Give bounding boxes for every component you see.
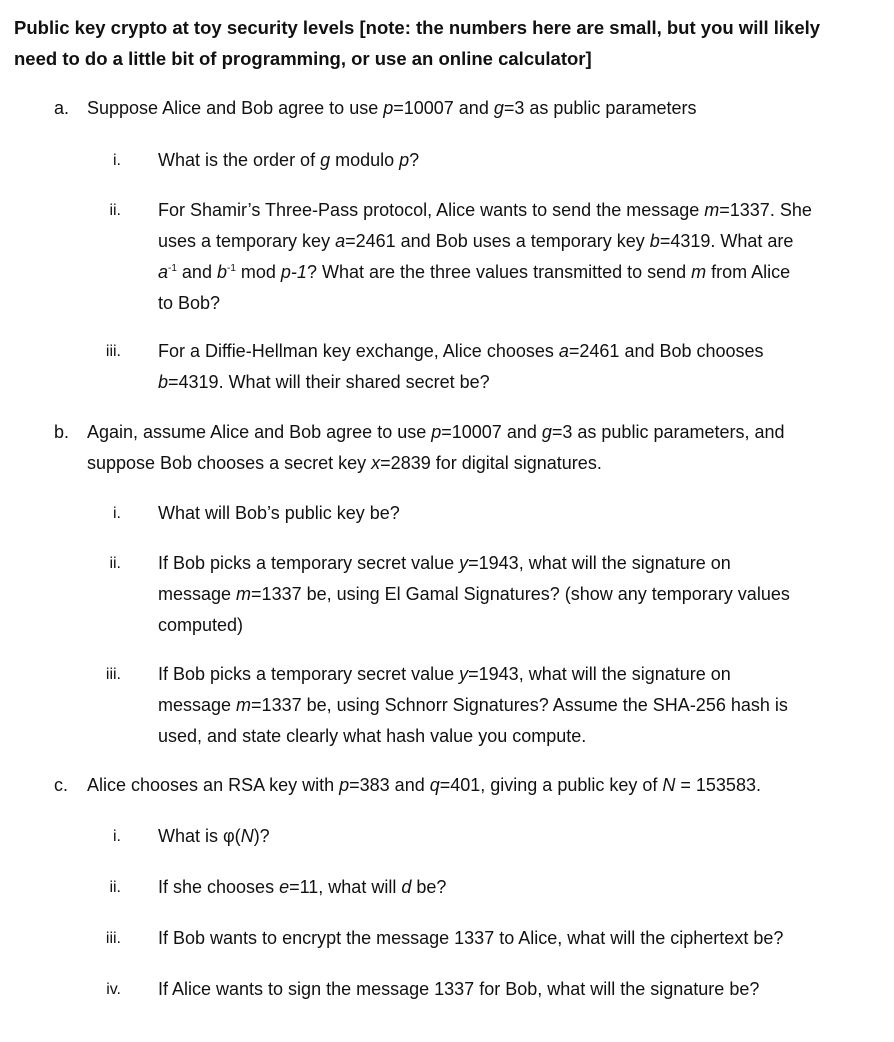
question-c-iv-label: iv.: [106, 981, 121, 998]
question-line: to Bob?: [158, 293, 221, 313]
question-line: message m=1337 be, using El Gamal Signatures? (show any temporary values: [158, 584, 790, 604]
question-c-iii-text: [158, 923, 888, 954]
question-c-i-label: i.: [113, 828, 121, 845]
question-c-ii-text: [158, 872, 888, 903]
question-c-i-text: [158, 821, 888, 852]
question-line: $a^{-1}$ and $b^{-1}$ mod p-1? What are the three values transmitted to send m from Alice: [158, 262, 791, 282]
question-line: If she chooses e=11, what will d be?: [158, 877, 447, 897]
part-line: suppose Bob chooses a secret key x=2839 for digital signatures.: [87, 453, 602, 473]
question-line: If Bob picks a temporary secret value y=1943, what will the signature on: [158, 553, 731, 573]
question-line: If Bob picks a temporary secret value y=1943, what will the signature on: [158, 664, 731, 684]
question-a-i-label: i.: [113, 152, 121, 169]
question-line: What is φ(N)?: [158, 826, 270, 846]
title-line: Public key crypto at toy security levels [note: the numbers here are small, but you will likely: [14, 17, 821, 38]
question-c-iv-text: [158, 974, 888, 1005]
part-b-text: [87, 417, 877, 479]
part-line: Again, assume Alice and Bob agree to use p=10007 and g=3 as public parameters, and: [87, 422, 785, 442]
part-line: Suppose Alice and Bob agree to use p=10007 and g=3 as public parameters: [87, 98, 697, 118]
question-c-iii-label: iii.: [105, 930, 121, 947]
question-a-ii-label: ii.: [109, 202, 121, 219]
question-a-iii-text: [158, 336, 888, 398]
part-a-text: [87, 93, 877, 124]
question-b-iii-label: iii.: [105, 666, 121, 683]
question-a-ii-text: [158, 195, 888, 319]
question-b-i-text: [158, 498, 888, 529]
title-line: need to do a little bit of programming, or use an online calculator]: [14, 48, 592, 69]
question-line: What is the order of g modulo p?: [158, 150, 420, 170]
question-line: For a Diffie-Hellman key exchange, Alice chooses a=2461 and Bob chooses: [158, 341, 764, 361]
question-line: What will Bob’s public key be?: [158, 503, 400, 523]
question-b-ii-label: ii.: [109, 555, 121, 572]
question-a-iii-label: iii.: [105, 343, 121, 360]
question-line: uses a temporary key a=2461 and Bob uses a temporary key b=4319. What are: [158, 231, 794, 251]
question-line: computed): [158, 615, 244, 635]
part-c-text: [87, 770, 877, 801]
question-line: used, and state clearly what hash value you compute.: [158, 726, 587, 746]
part-a-label: a.: [54, 98, 70, 118]
assignment-title: [14, 12, 874, 74]
question-b-ii-text: [158, 548, 888, 641]
part-c-label: c.: [54, 775, 69, 795]
question-a-i-text: [158, 145, 888, 176]
question-line: If Bob wants to encrypt the message 1337 to Alice, what will the ciphertext be?: [158, 928, 784, 948]
question-c-ii-label: ii.: [109, 879, 121, 896]
question-line: For Shamir’s Three-Pass protocol, Alice wants to send the message m=1337. She: [158, 200, 812, 220]
question-b-i-label: i.: [113, 505, 121, 522]
question-line: If Alice wants to sign the message 1337 for Bob, what will the signature be?: [158, 979, 760, 999]
question-b-iii-text: [158, 659, 888, 752]
question-line: b=4319. What will their shared secret be?: [158, 372, 490, 392]
part-line: Alice chooses an RSA key with p=383 and q=401, giving a public key of N = 153583.: [87, 775, 761, 795]
question-line: message m=1337 be, using Schnorr Signatures? Assume the SHA-256 hash is: [158, 695, 788, 715]
part-b-label: b.: [54, 422, 70, 442]
